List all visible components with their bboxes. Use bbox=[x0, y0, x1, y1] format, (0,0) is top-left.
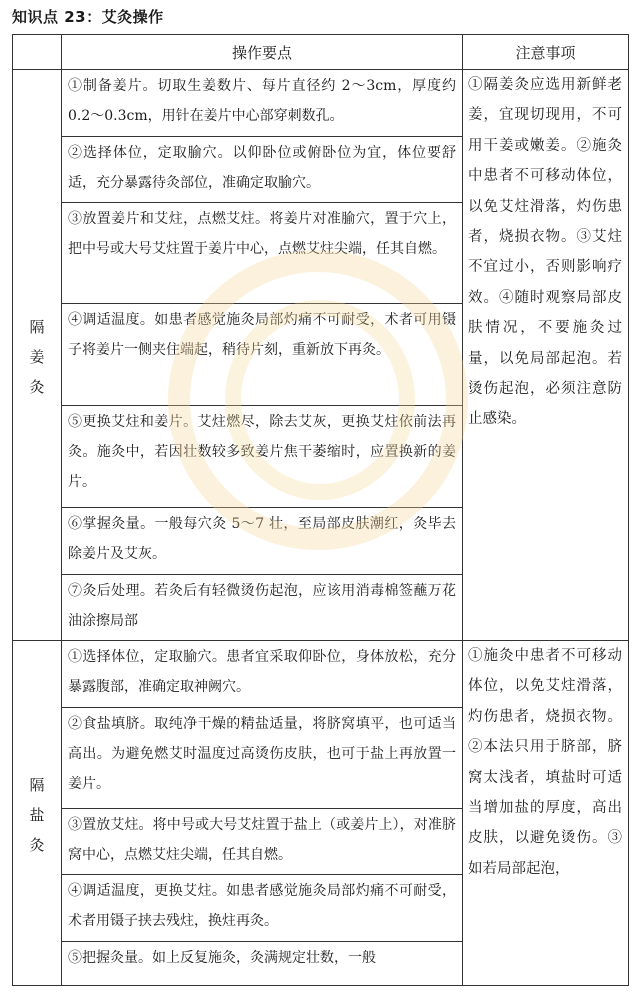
header-notes: 注意事项 bbox=[463, 35, 629, 70]
step-cell: ③放置姜片和艾炷，点燃艾炷。将姜片对准腧穴，置于穴上，把中号或大号艾炷置于姜片中心，点燃艾炷尖端，任其自燃。 bbox=[62, 203, 463, 304]
table-header-row bbox=[13, 35, 629, 70]
table-row bbox=[13, 70, 629, 137]
header-category bbox=[13, 35, 62, 70]
category-label: 隔 盐 灸 bbox=[29, 776, 45, 854]
step-cell: ⑥掌握灸量。一般每穴灸 5～7 壮，至局部皮肤潮红，灸毕去除姜片及艾灰。 bbox=[62, 508, 463, 575]
step-cell: ⑤更换艾炷和姜片。艾炷燃尽，除去艾灰，更换艾炷依前法再灸。施灸中，若因壮数较多致姜片焦干萎缩时，应置换新的姜片。 bbox=[62, 406, 463, 508]
notes-ginger-moxibustion: ①隔姜灸应选用新鲜老姜，宜现切现用，不可用干姜或嫩姜。②施灸中患者不可移动体位，以免艾炷滑落，灼伤患者，烧损衣物。③艾炷不宜过小，否则影响疗效。④随时观察局部皮肤情况，不要施灸过量，以免局部起泡。若烫伤起泡，必须注意防止感染。 bbox=[463, 70, 629, 641]
step-cell: ④调适温度。如患者感觉施灸局部灼痛不可耐受，术者可用镊子将姜片一侧夹住端起，稍待片刻，重新放下再灸。 bbox=[62, 304, 463, 406]
step-cell: ④调适温度，更换艾炷。如患者感觉施灸局部灼痛不可耐受，术者用镊子挟去残炷，换炷再灸。 bbox=[62, 875, 463, 942]
header-operation-points: 操作要点 bbox=[62, 35, 463, 70]
step-cell: ①选择体位，定取腧穴。患者宜采取仰卧位，身体放松，充分暴露腹部，准确定取神阙穴。 bbox=[62, 641, 463, 708]
category-salt-moxibustion bbox=[13, 641, 62, 986]
notes-salt-moxibustion: ①施灸中患者不可移动体位，以免艾炷滑落，灼伤患者，烧损衣物。②本法只用于脐部，脐窝太浅者，填盐时可适当增加盐的厚度，高出皮肤，以避免烫伤。③如若局部起泡， bbox=[463, 641, 629, 986]
operation-table bbox=[12, 34, 629, 986]
step-cell: ③置放艾炷。将中号或大号艾炷置于盐上（或姜片上），对准脐窝中心，点燃艾炷尖端，任其自燃。 bbox=[62, 809, 463, 875]
category-label: 隔 姜 灸 bbox=[29, 318, 45, 396]
step-cell: ②选择体位，定取腧穴。以仰卧位或俯卧位为宜，体位要舒适，充分暴露待灸部位，准确定取腧穴。 bbox=[62, 137, 463, 203]
page-title: 知识点 23：艾灸操作 bbox=[12, 8, 164, 26]
step-cell: ②食盐填脐。取纯净干燥的精盐适量，将脐窝填平，也可适当高出。为避免燃艾时温度过高烫伤皮肤，也可于盐上再放置一姜片。 bbox=[62, 708, 463, 809]
step-cell: ①制备姜片。切取生姜数片、每片直径约 2～3cm，厚度约 0.2～0.3cm，用针在姜片中心部穿刺数孔。 bbox=[62, 70, 463, 137]
step-cell: ⑤把握灸量。如上反复施灸，灸满规定壮数，一般 bbox=[62, 942, 463, 986]
step-cell: ⑦灸后处理。若灸后有轻微烫伤起泡，应该用消毒棉签蘸万花油涂擦局部 bbox=[62, 575, 463, 641]
category-ginger-moxibustion bbox=[13, 70, 62, 641]
table-row bbox=[13, 641, 629, 708]
